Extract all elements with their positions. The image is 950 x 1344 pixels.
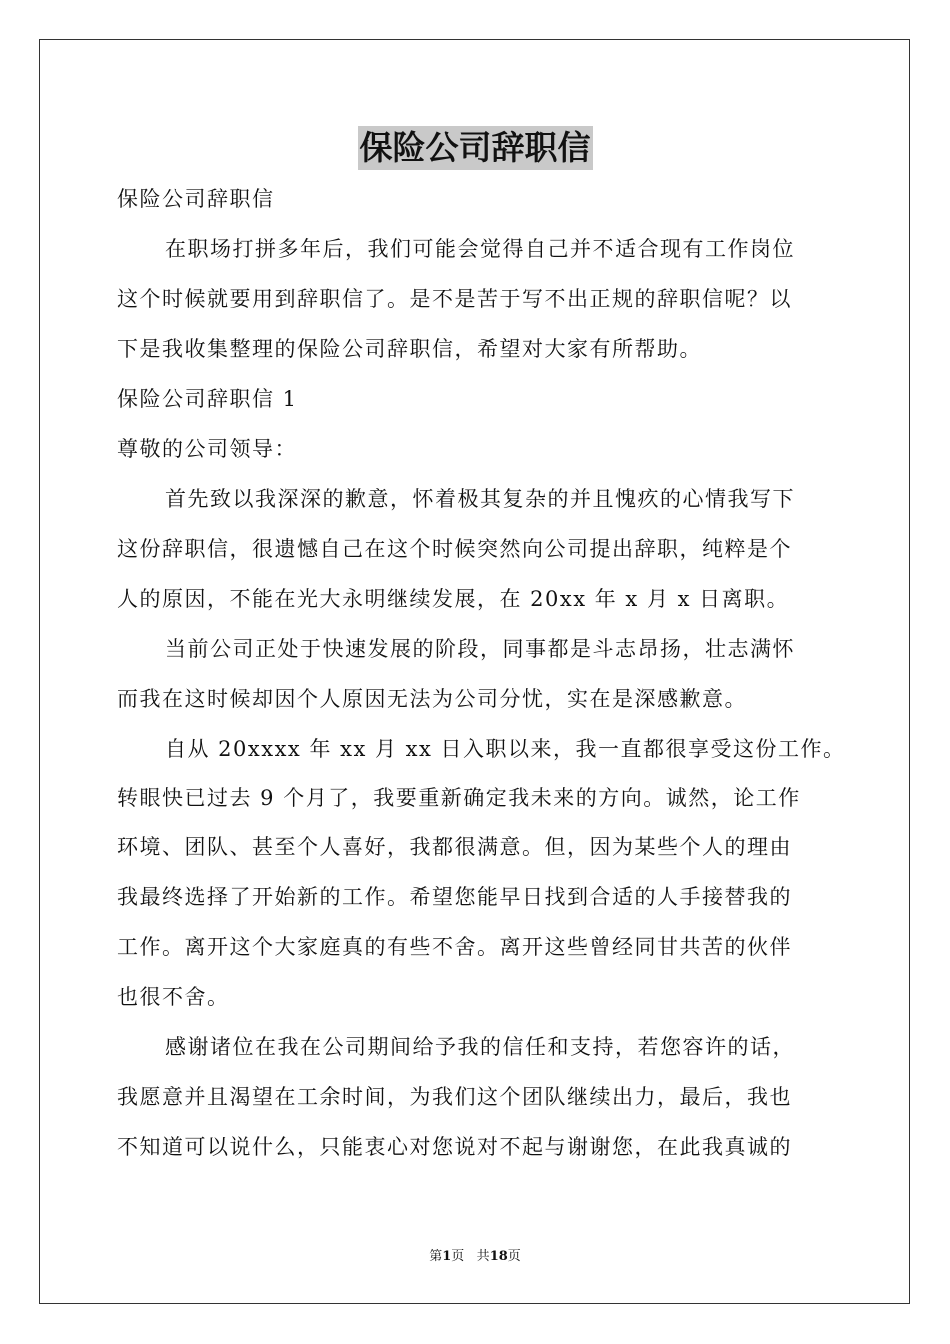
paragraph-line: 工作。离开这个大家庭真的有些不舍。离开这些曾经同甘共苦的伙伴 [117,935,792,959]
paragraph-line: 自从 20xxxx 年 xx 月 xx 日入职以来，我一直都很享受这份工作。 [165,737,846,761]
document-title: 保险公司辞职信 [358,126,593,170]
footer-prefix: 第 [429,1249,443,1264]
paragraph-line: 我最终选择了开始新的工作。希望您能早日找到合适的人手接替我的 [117,885,792,909]
paragraph-line: 转眼快已过去 9 个月了，我要重新确定我未来的方向。诚然，论工作 [117,786,801,810]
paragraph-line: 人的原因，不能在光大永明继续发展，在 20xx 年 x 月 x 日离职。 [117,587,790,611]
footer-total-unit: 页 [507,1249,521,1264]
paragraph-line: 首先致以我深深的歉意，怀着极其复杂的并且愧疚的心情我写下 [165,487,795,511]
footer-page-unit: 页 [451,1249,465,1264]
page-footer [0,1248,950,1266]
page-border [39,39,910,1304]
paragraph-line: 也很不舍。 [117,985,230,1009]
paragraph-line: 而我在这时候却因个人原因无法为公司分忧，实在是深感歉意。 [117,687,747,711]
paragraph-line: 当前公司正处于快速发展的阶段，同事都是斗志昂扬，壮志满怀 [165,637,795,661]
paragraph-line: 我愿意并且渴望在工余时间，为我们这个团队继续出力，最后，我也 [117,1085,792,1109]
paragraph-line: 环境、团队、甚至个人喜好，我都很满意。但，因为某些个人的理由 [117,835,792,859]
section-heading: 保险公司辞职信 1 [117,387,298,411]
title-container [0,126,950,170]
paragraph-line: 不知道可以说什么，只能衷心对您说对不起与谢谢您，在此我真诚的 [117,1135,792,1159]
paragraph-line: 下是我收集整理的保险公司辞职信，希望对大家有所帮助。 [117,337,702,361]
paragraph-line: 在职场打拼多年后，我们可能会觉得自己并不适合现有工作岗位 [165,237,795,261]
paragraph-line: 这个时候就要用到辞职信了。是不是苦于写不出正规的辞职信呢？以 [117,287,792,311]
total-page-count: 18 [489,1249,508,1264]
subtitle-line: 保险公司辞职信 [117,187,275,211]
salutation: 尊敬的公司领导： [117,437,297,461]
footer-total-prefix: 共 [476,1249,490,1264]
paragraph-line: 这份辞职信，很遗憾自己在这个时候突然向公司提出辞职，纯粹是个 [117,537,792,561]
current-page-number: 1 [442,1249,452,1264]
paragraph-line: 感谢诸位在我在公司期间给予我的信任和支持，若您容许的话， [165,1035,795,1059]
